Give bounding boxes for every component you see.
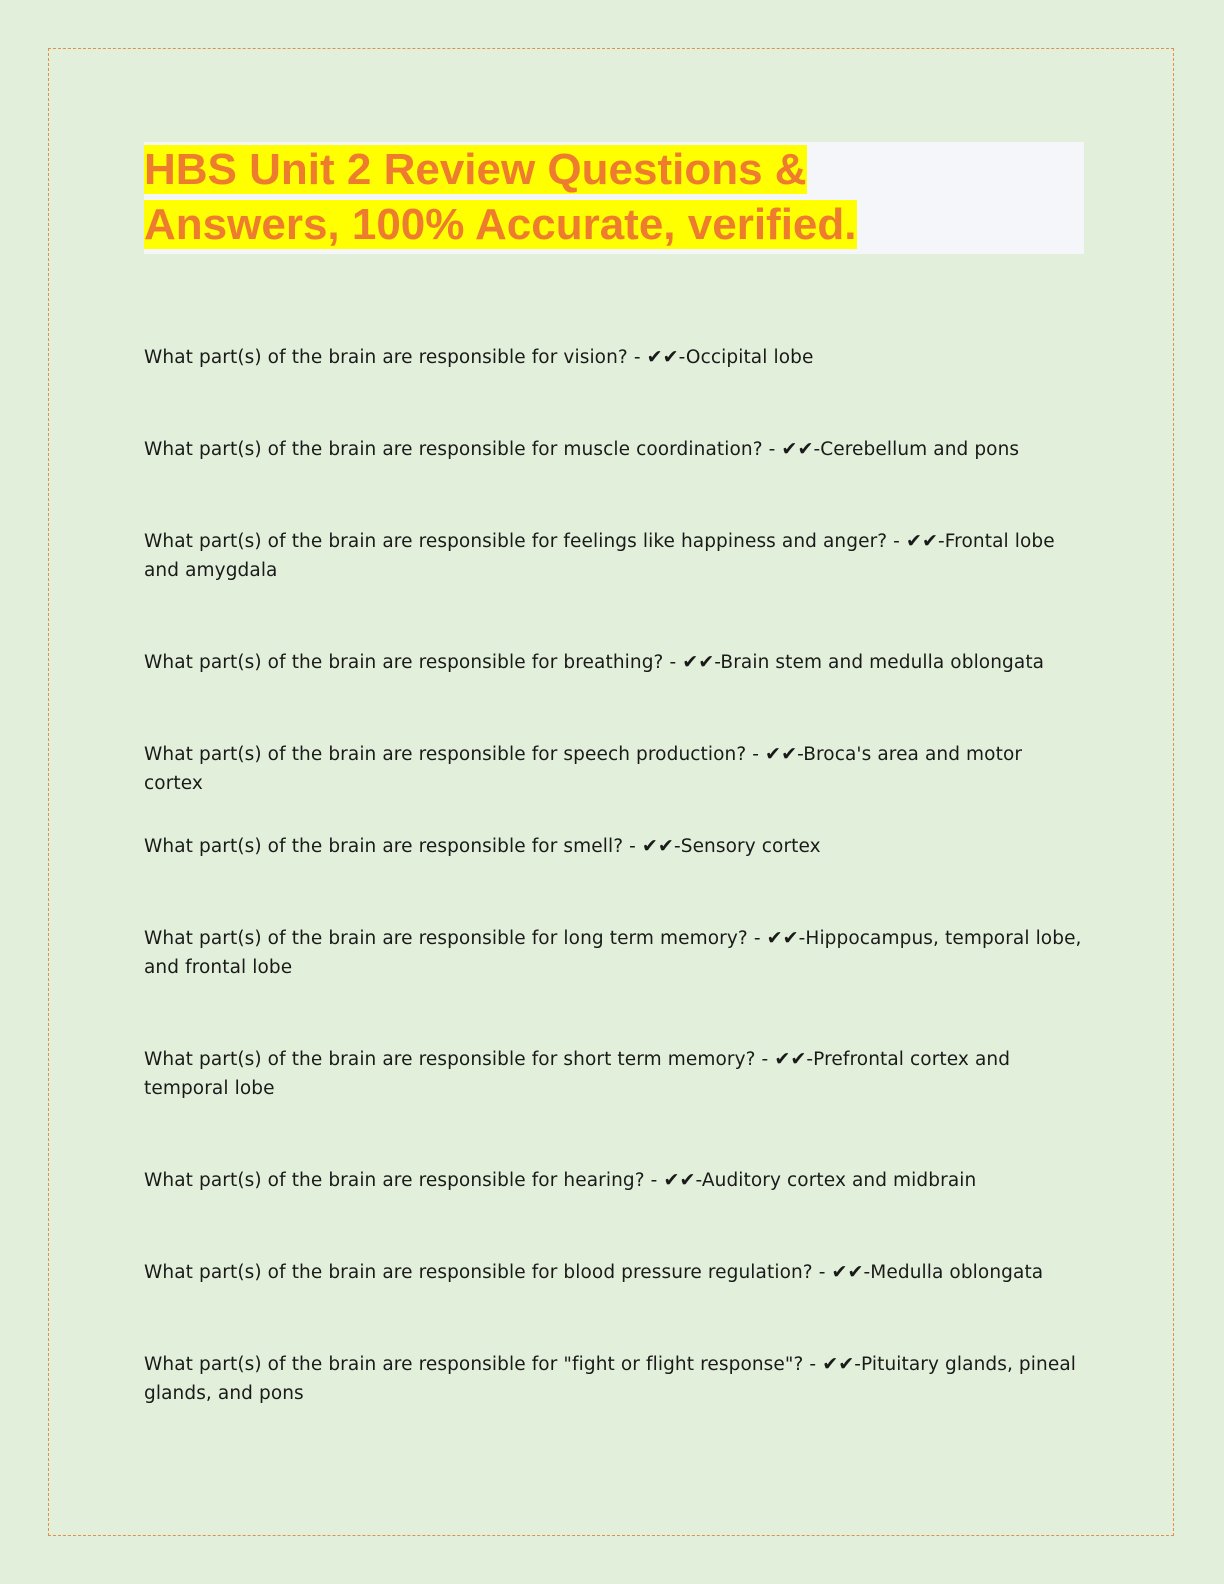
question-text: What part(s) of the brain are responsible for vision? bbox=[144, 347, 628, 368]
answer-text: -Auditory cortex and midbrain bbox=[695, 1170, 977, 1191]
qa-item bbox=[144, 648, 1084, 677]
double-check-icon: ✔✔ bbox=[682, 651, 715, 673]
question-text: What part(s) of the brain are responsible for blood pressure regulation? bbox=[144, 1262, 813, 1283]
qa-item bbox=[144, 343, 1084, 372]
separator: - bbox=[803, 1354, 823, 1375]
answer-text: -Occipital lobe bbox=[678, 347, 814, 368]
qa-item bbox=[144, 740, 1084, 798]
answer-text: -Pituitary glands, pineal glands, and pons bbox=[144, 1354, 1076, 1404]
qa-item bbox=[144, 1258, 1084, 1287]
question-text: What part(s) of the brain are responsible for "fight or flight response"? bbox=[144, 1354, 804, 1375]
double-check-icon: ✔✔ bbox=[774, 1048, 807, 1070]
question-text: What part(s) of the brain are responsible for smell? bbox=[144, 836, 624, 857]
separator: - bbox=[762, 439, 782, 460]
double-check-icon: ✔✔ bbox=[641, 835, 674, 857]
qa-item bbox=[144, 1045, 1084, 1103]
question-text: What part(s) of the brain are responsible for breathing? bbox=[144, 652, 664, 673]
question-text: What part(s) of the brain are responsible for feelings like happiness and anger? bbox=[144, 531, 888, 552]
qa-item bbox=[144, 435, 1084, 464]
double-check-icon: ✔✔ bbox=[905, 530, 938, 552]
answer-text: -Brain stem and medulla oblongata bbox=[714, 652, 1045, 673]
answer-text: -Broca's area and motor cortex bbox=[144, 744, 1023, 794]
qa-item bbox=[144, 1350, 1084, 1408]
question-text: What part(s) of the brain are responsible for short term memory? bbox=[144, 1049, 756, 1070]
answer-text: -Hippocampus, temporal lobe, and frontal lobe bbox=[144, 928, 1082, 978]
qa-item bbox=[144, 527, 1084, 585]
double-check-icon: ✔✔ bbox=[831, 1261, 864, 1283]
qa-item bbox=[144, 1166, 1084, 1195]
question-text: What part(s) of the brain are responsible for muscle coordination? bbox=[144, 439, 763, 460]
separator: - bbox=[747, 928, 767, 949]
double-check-icon: ✔✔ bbox=[646, 346, 679, 368]
separator: - bbox=[746, 744, 766, 765]
answer-text: -Cerebellum and pons bbox=[813, 439, 1020, 460]
question-text: What part(s) of the brain are responsible for hearing? bbox=[144, 1170, 645, 1191]
separator: - bbox=[623, 836, 642, 857]
answer-text: -Sensory cortex bbox=[673, 836, 821, 857]
separator: - bbox=[887, 531, 906, 552]
answer-text: -Prefrontal cortex and temporal lobe bbox=[144, 1049, 1011, 1099]
separator: - bbox=[627, 347, 647, 368]
separator: - bbox=[812, 1262, 832, 1283]
double-check-icon: ✔✔ bbox=[781, 438, 814, 460]
qa-item bbox=[144, 924, 1084, 982]
separator: - bbox=[663, 652, 683, 673]
question-text: What part(s) of the brain are responsible for speech production? bbox=[144, 744, 747, 765]
question-text: What part(s) of the brain are responsible for long term memory? bbox=[144, 928, 748, 949]
double-check-icon: ✔✔ bbox=[765, 743, 798, 765]
double-check-icon: ✔✔ bbox=[766, 927, 799, 949]
answer-text: -Medulla oblongata bbox=[863, 1262, 1044, 1283]
document-title bbox=[144, 142, 934, 252]
double-check-icon: ✔✔ bbox=[663, 1169, 696, 1191]
separator: - bbox=[644, 1170, 664, 1191]
answer-text: -Frontal lobe and amygdala bbox=[144, 531, 1055, 581]
double-check-icon: ✔✔ bbox=[822, 1353, 855, 1375]
separator: - bbox=[755, 1049, 775, 1070]
qa-item bbox=[144, 832, 1084, 861]
document-title-text: HBS Unit 2 Review Questions & Answers, 100% Accurate, verified. bbox=[144, 145, 857, 249]
